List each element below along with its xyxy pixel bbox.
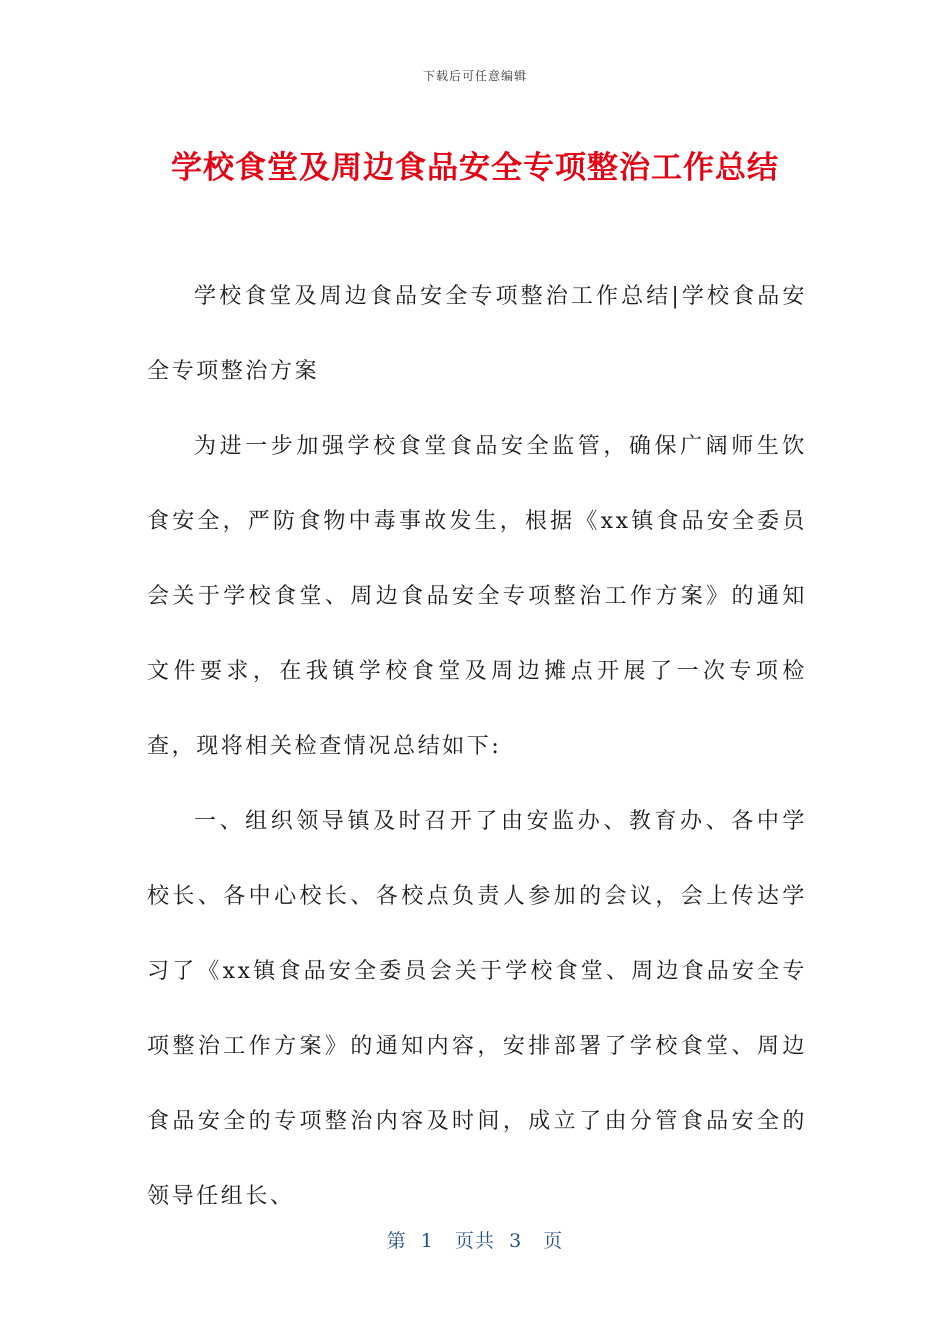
page-number: 第 1 页共 3 页 xyxy=(386,1230,564,1252)
paragraph-intro: 为进一步加强学校食堂食品安全监管，确保广阔师生饮食安全，严防食物中毒事故发生，根据《xx镇食品安全委员会关于学校食堂、周边食品安全专项整治工作方案》的通知文件要求，在我镇学校食堂及周边摊点开展了一次专项检查，现将相关检查情况总结如下: xyxy=(147,434,807,759)
document-title: 学校食堂及周边食品安全专项整治工作总结 xyxy=(171,150,779,186)
paragraph-subtitle: 学校食堂及周边食品安全专项整治工作总结|学校食品安全专项整治方案 xyxy=(147,284,807,384)
paragraph-section-one: 一、组织领导镇及时召开了由安监办、教育办、各中学校长、各中心校长、各校点负责人参加的会议，会上传达学习了《xx镇食品安全委员会关于学校食堂、周边食品安全专项整治工作方案》的通知内容，安排部署了学校食堂、周边食品安全的专项整治内容及时间，成立了由分管食品安全的领导任组长、 xyxy=(147,809,807,1209)
document-body xyxy=(147,259,807,1234)
page-header-note: 下载后可任意编辑 xyxy=(422,69,527,83)
